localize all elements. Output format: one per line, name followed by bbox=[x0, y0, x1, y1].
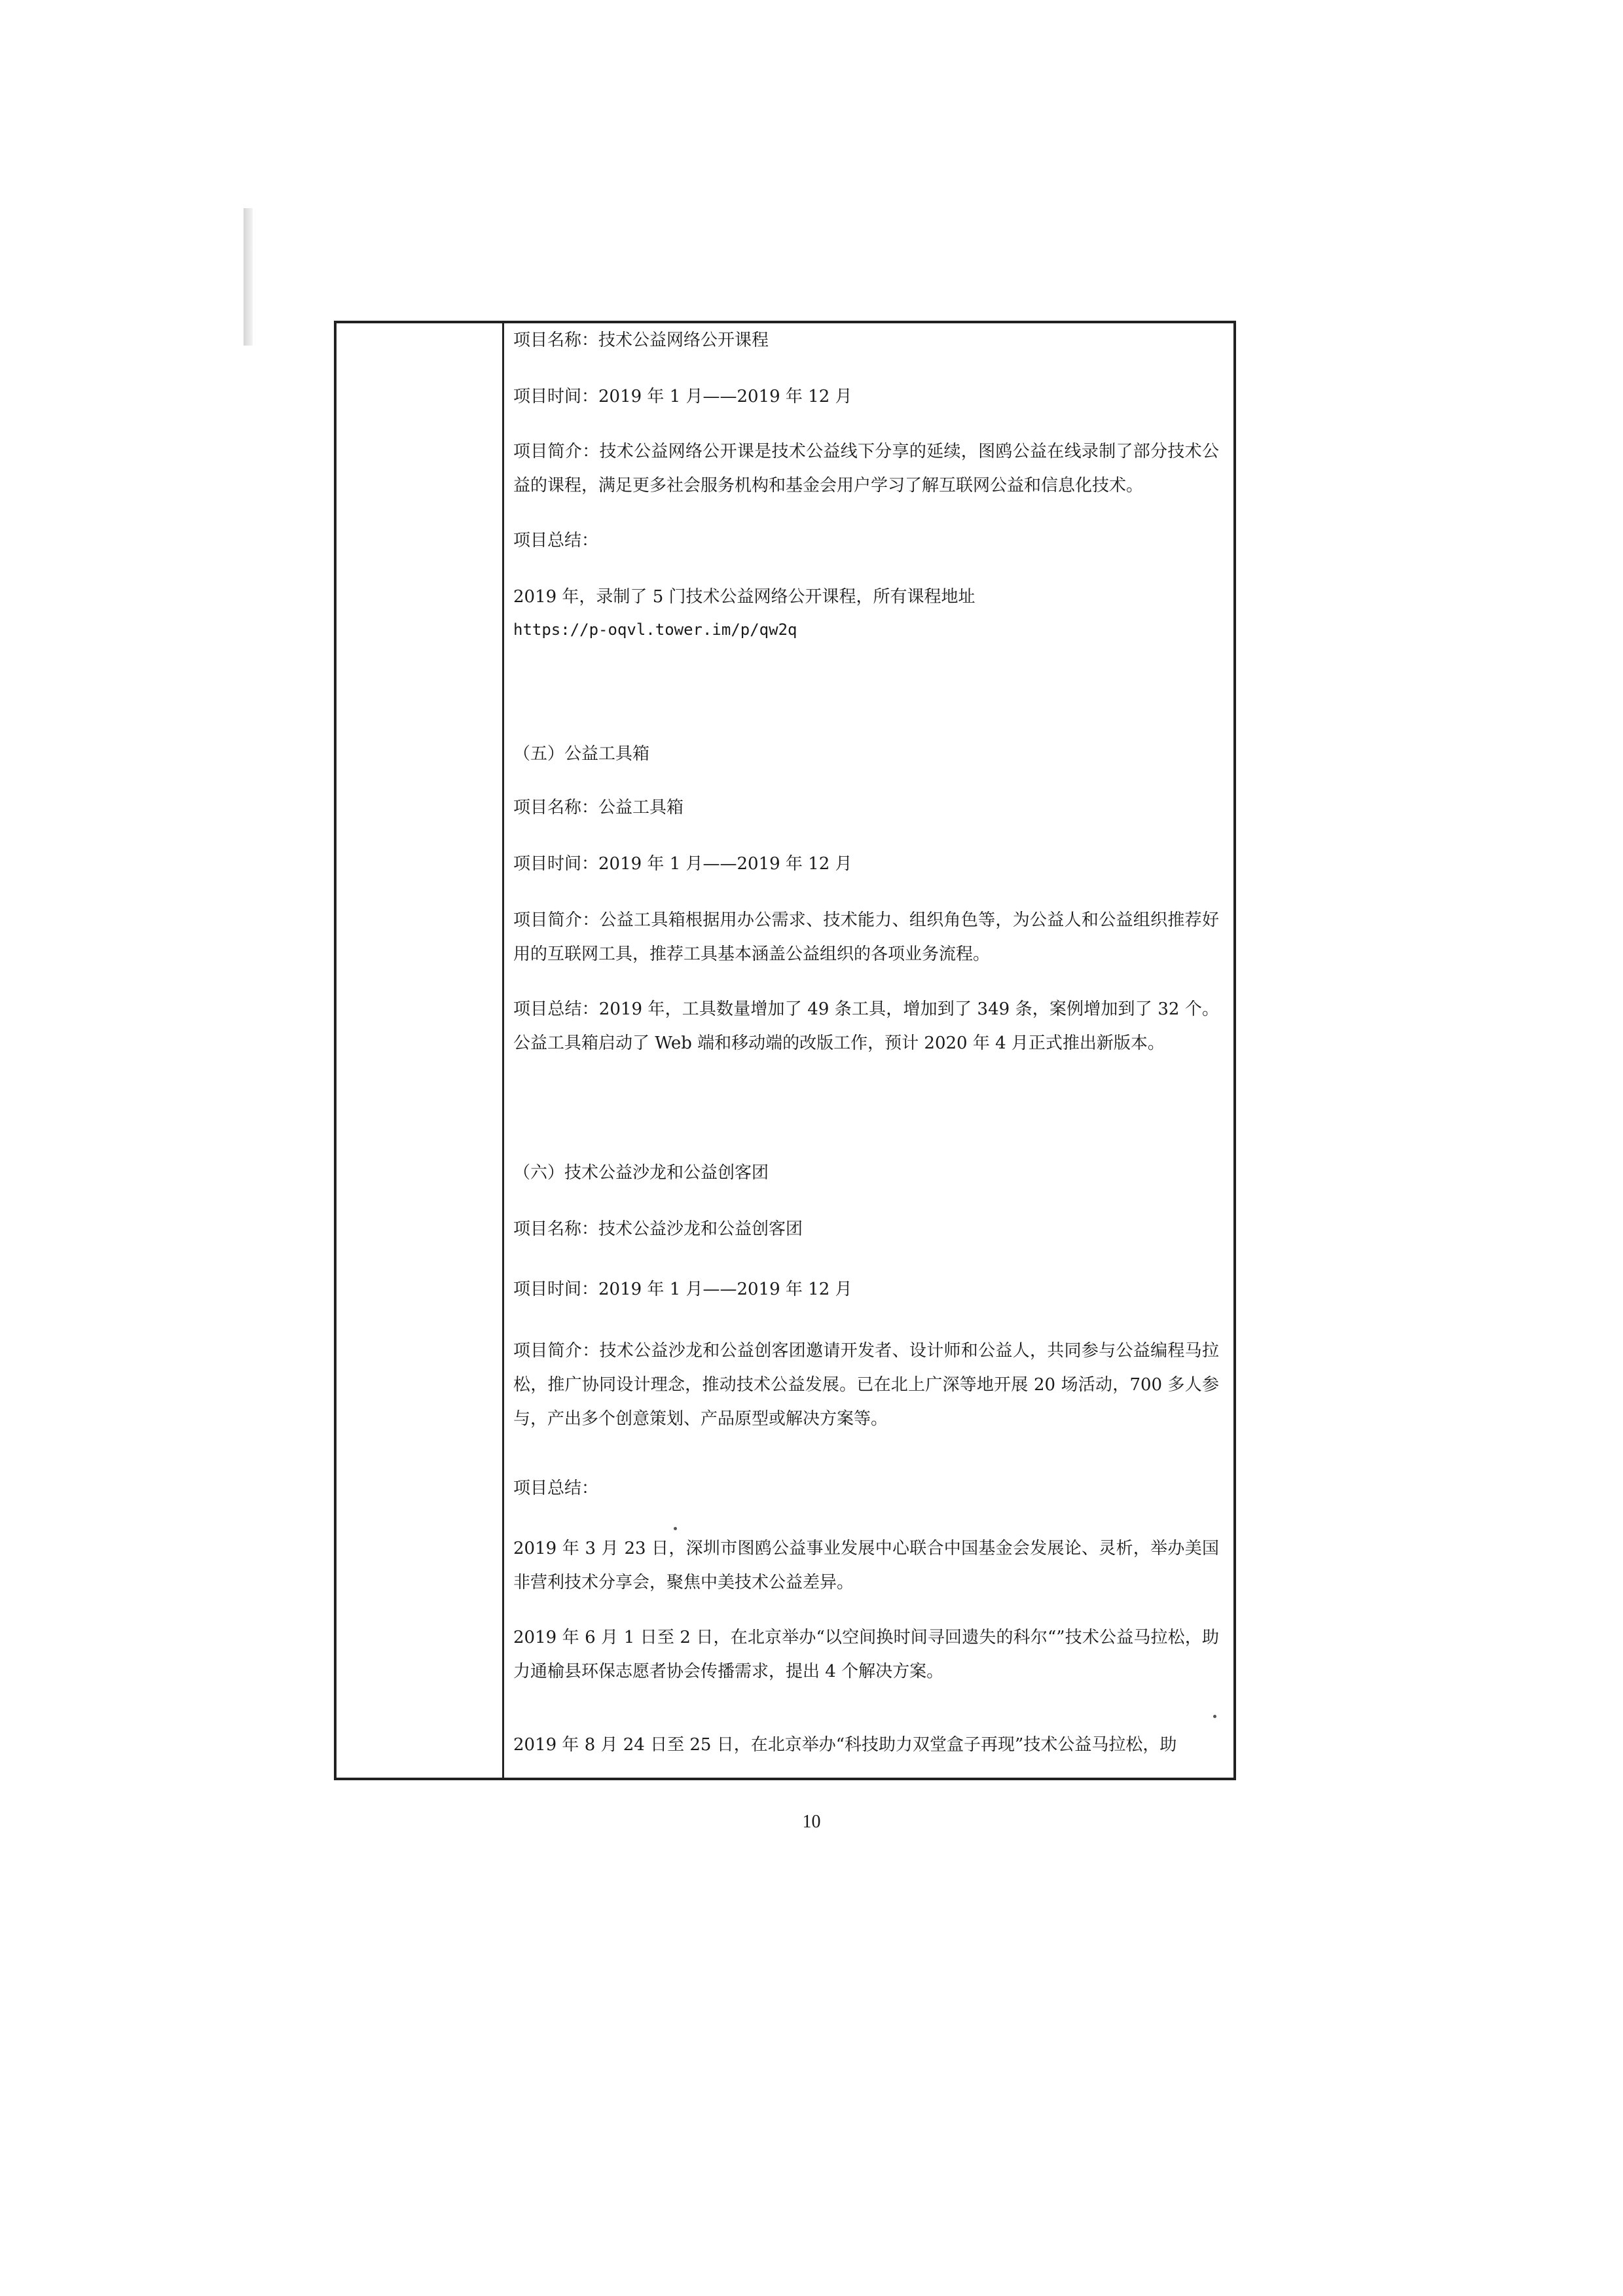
scan-speck bbox=[1213, 1715, 1216, 1718]
summary-event-march: 2019 年 3 月 23 日，深圳市图鸥公益事业发展中心联合中国基金会发展论、灵析，举办美国非营利技术分享会，聚焦中美技术公益差异。 bbox=[513, 1539, 1219, 1592]
project-summary-open-course: 2019 年，录制了 5 门技术公益网络公开课程，所有课程地址 bbox=[513, 587, 976, 607]
project-intro-salon: 项目简介：技术公益沙龙和公益创客团邀请开发者、设计师和公益人，共同参与公益编程马拉松，推广协同设计理念，推动技术公益发展。已在北上广深等地开展 20 场活动，700 多人参与，产出多个创意策划、产品原型或解决方案等。 bbox=[513, 1341, 1219, 1429]
project-time-open-course: 项目时间：2019 年 1 月——2019 年 12 月 bbox=[513, 387, 852, 406]
scan-speck bbox=[674, 1527, 677, 1530]
project-name-toolbox: 项目名称：公益工具箱 bbox=[513, 798, 684, 817]
summary-event-august: 2019 年 8 月 24 日至 25 日，在北京举办“科技助力双堂盒子再现”技术公益马拉松，助 bbox=[513, 1735, 1177, 1755]
project-summary-label-open-course: 项目总结： bbox=[513, 531, 599, 550]
project-summary-toolbox: 项目总结：2019 年，工具数量增加了 49 条工具，增加到了 349 条，案例增加到了 32 个。公益工具箱启动了 Web 端和移动端的改版工作，预计 2020 年 4 月正式推出新版本。 bbox=[513, 999, 1219, 1053]
section-heading-salon: （六）技术公益沙龙和公益创客团 bbox=[513, 1163, 769, 1183]
project-time-toolbox: 项目时间：2019 年 1 月——2019 年 12 月 bbox=[513, 854, 852, 874]
project-intro-toolbox: 项目简介：公益工具箱根据用办公需求、技术能力、组织角色等，为公益人和公益组织推荐好用的互联网工具，推荐工具基本涵盖公益组织的各项业务流程。 bbox=[513, 910, 1219, 964]
section-heading-toolbox: （五）公益工具箱 bbox=[513, 744, 650, 764]
table-content-column bbox=[504, 323, 1233, 1778]
project-name-salon: 项目名称：技术公益沙龙和公益创客团 bbox=[513, 1219, 803, 1239]
project-time-salon: 项目时间：2019 年 1 月——2019 年 12 月 bbox=[513, 1280, 852, 1299]
table-left-column bbox=[337, 323, 504, 1778]
summary-event-june: 2019 年 6 月 1 日至 2 日，在北京举办“以空间换时间寻回遗失的科尔“”技术公益马拉松，助力通榆县环保志愿者协会传播需求，提出 4 个解决方案。 bbox=[513, 1628, 1219, 1681]
course-url-link[interactable]: https://p-oqvl.tower.im/p/qw2q bbox=[513, 620, 797, 639]
scan-shadow-edge bbox=[244, 208, 253, 346]
project-name-open-course: 项目名称：技术公益网络公开课程 bbox=[513, 331, 769, 350]
document-table bbox=[334, 321, 1236, 1780]
project-summary-label-salon: 项目总结： bbox=[513, 1479, 599, 1498]
page-number: 10 bbox=[802, 1812, 821, 1832]
project-intro-open-course: 项目简介：技术公益网络公开课是技术公益线下分享的延续，图鸥公益在线录制了部分技术公益的课程，满足更多社会服务机构和基金会用户学习了解互联网公益和信息化技术。 bbox=[513, 442, 1219, 495]
